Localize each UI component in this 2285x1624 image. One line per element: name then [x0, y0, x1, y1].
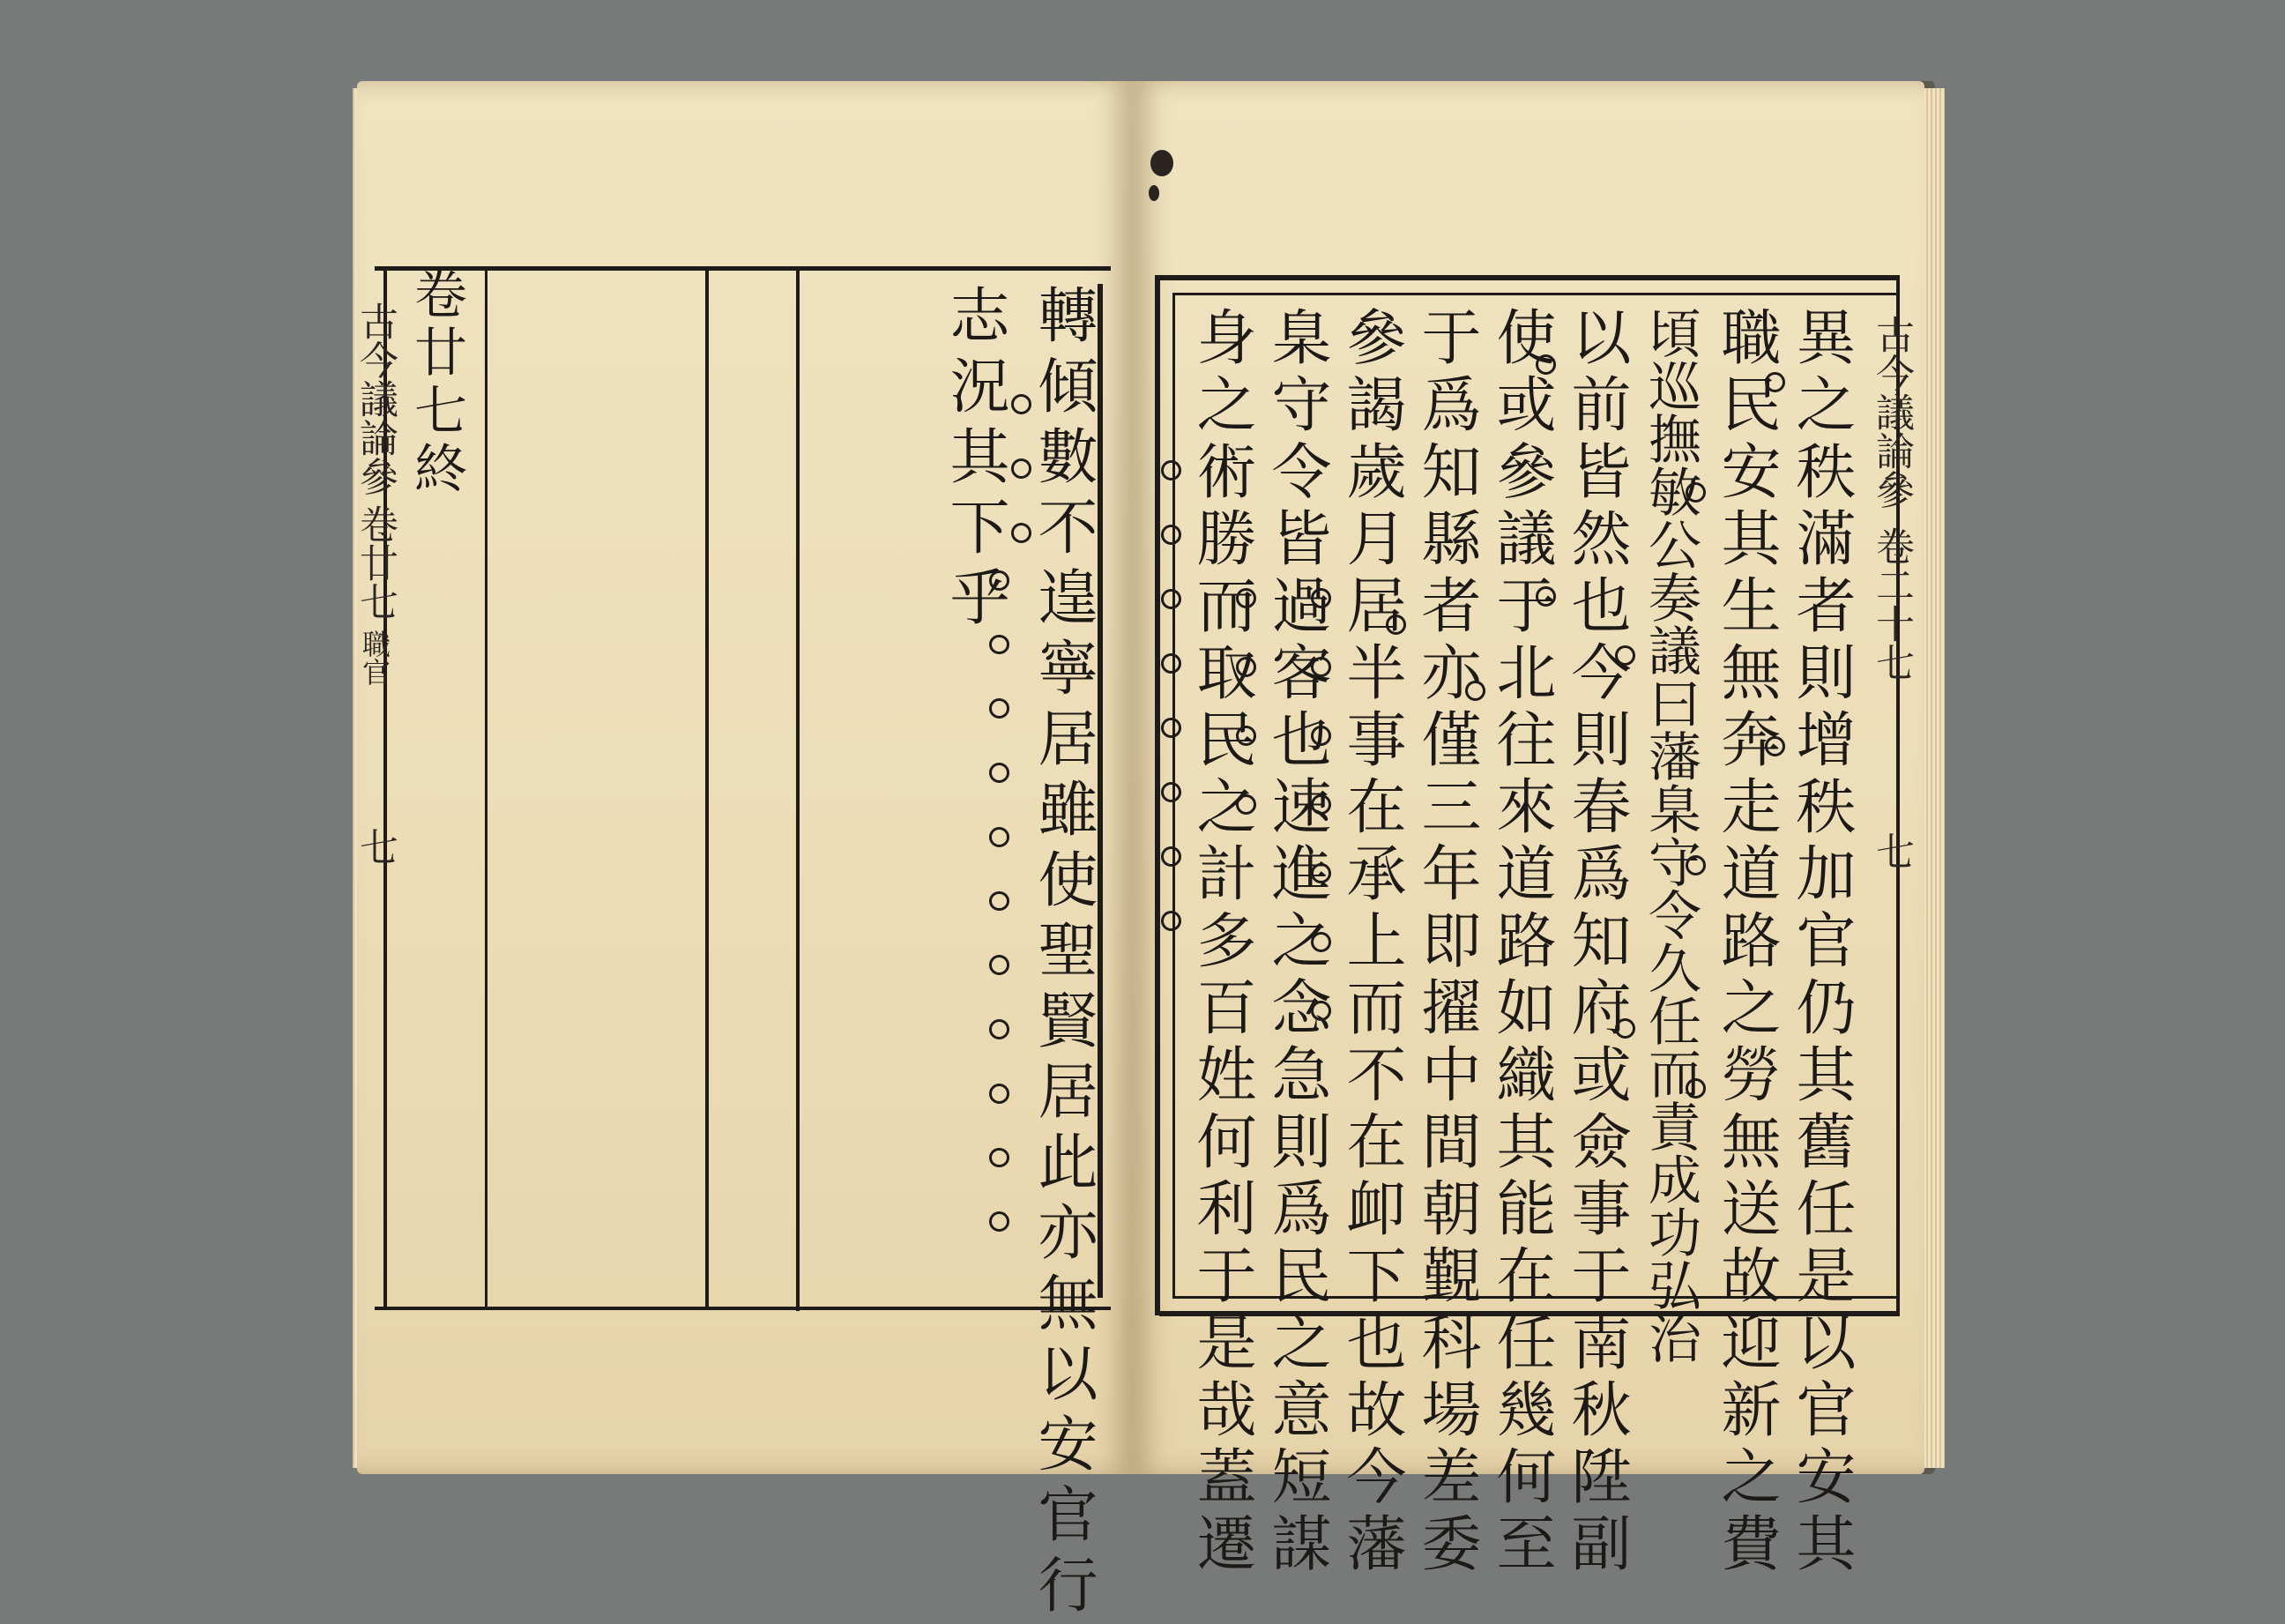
right-text-column-9 — [1181, 306, 1261, 1579]
end-mark-text: 卷廿七終 — [406, 266, 467, 499]
left-column-2-text: 志況其下乎 — [940, 284, 1009, 637]
fold-strip-line-2 — [485, 266, 488, 1308]
right-frame-top-inner — [1172, 293, 1900, 295]
right-fold-strip-chapter: 卷二十七 — [1869, 526, 1914, 682]
right-column-5-text: 使或參議于北往來道路如織其能在任幾何至 — [1486, 306, 1556, 1579]
emphasis-circles-col-1 — [1763, 372, 1786, 756]
right-column-2-text: 職民安其生無奔走道路之勞無送故迎新之費 — [1711, 306, 1781, 1579]
left-fold-strip-chapter: 卷廿七 — [353, 504, 398, 621]
right-text-column-1 — [1781, 306, 1860, 1579]
right-column-1-text: 異之秩滿者則增秩加官仍其舊任是以官安其 — [1786, 306, 1856, 1579]
right-column-6-text: 于爲知縣者亦僅三年即擢中間朝覲科場差委 — [1411, 306, 1481, 1579]
right-fold-strip-title: 古今議論參 — [1869, 315, 1914, 509]
right-column-3-text: 頃巡撫敏公奏議曰藩臬守令久任而責成功弘治 — [1640, 306, 1701, 1364]
ink-stain-small — [1149, 185, 1159, 201]
emphasis-circles-col-7 — [1309, 588, 1332, 1065]
right-text-column-6 — [1406, 306, 1485, 1579]
ink-stain — [1150, 150, 1173, 176]
emphasis-circles-col-3 — [1613, 645, 1636, 1083]
emphasis-circles-col-8 — [1234, 588, 1257, 859]
emphasis-circles-col-2 — [1684, 482, 1707, 1143]
left-page[interactable] — [353, 81, 1133, 1624]
left-fold-strip-page: 七 — [353, 827, 398, 866]
left-column-1-text: 轉傾數不遑寧居雖使聖賢居此亦無以安官行 — [1028, 284, 1098, 1624]
right-text-column-7 — [1331, 306, 1410, 1579]
emphasis-circles-col-5 — [1463, 681, 1486, 745]
right-column-4-text: 以前皆然也今則春爲知府或僉事于南秋陞副 — [1561, 306, 1631, 1579]
left-fold-strip-section: 職官 — [358, 629, 391, 686]
right-fold-strip-page: 七 — [1869, 831, 1914, 870]
end-mark — [397, 266, 476, 499]
right-column-8-text: 臬守令皆過客也速進之念急則爲民之意短謀 — [1262, 306, 1331, 1579]
right-page[interactable] — [1133, 81, 1924, 1579]
left-emphasis-circles-2 — [1009, 394, 1032, 606]
fold-strip-line-4 — [796, 271, 800, 1311]
right-column-9-text: 身之術勝而取民之計多百姓何利于是哉蓋遷 — [1187, 306, 1256, 1579]
right-frame-top — [1155, 275, 1900, 280]
emphasis-circles-col-6 — [1384, 615, 1407, 635]
emphasis-circles-col-9 — [1159, 460, 1182, 975]
left-fold-strip-title: 古今議論參 — [353, 302, 398, 495]
left-text-column-1 — [1023, 284, 1102, 1624]
emphasis-circles-col-4 — [1534, 354, 1557, 651]
left-emphasis-circles-1 — [987, 570, 1010, 1276]
right-fold-strip — [1864, 315, 1917, 870]
fold-strip-line-3 — [705, 271, 709, 1307]
right-column-7-text: 參謁歲月居半事在承上而不在卹下也故今藩 — [1336, 306, 1406, 1579]
